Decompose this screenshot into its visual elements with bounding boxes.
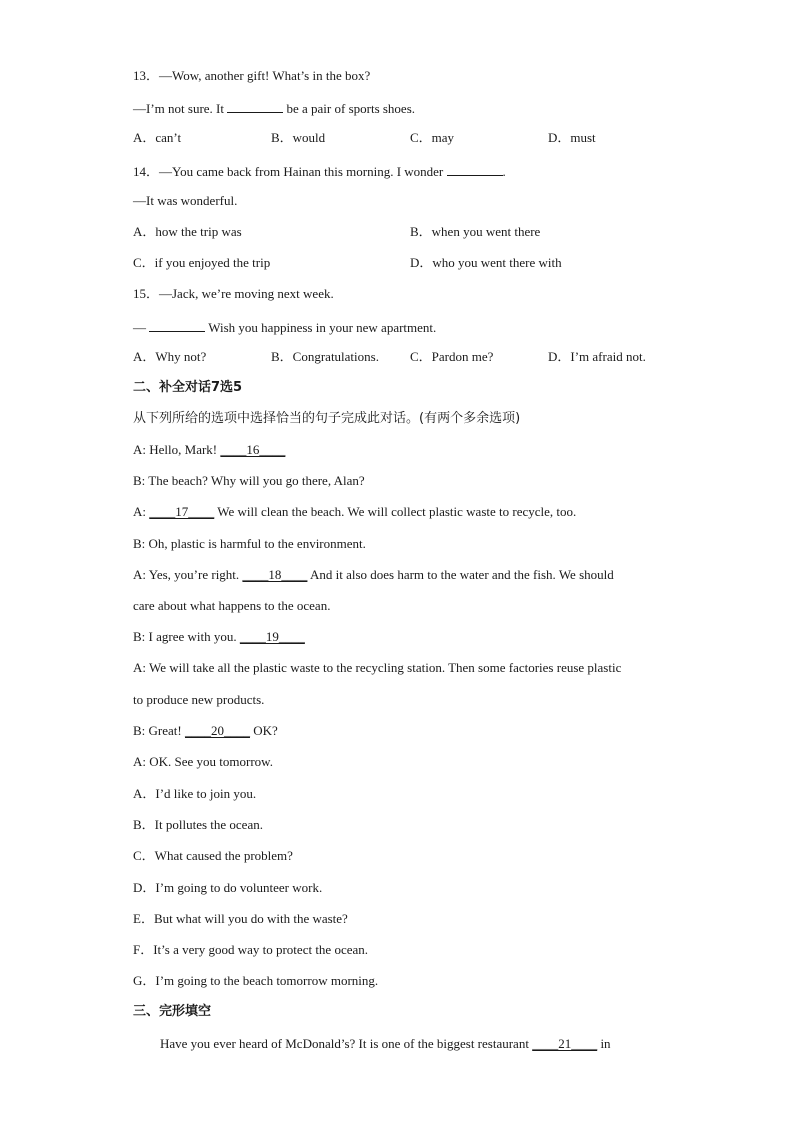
question-13-text: 13．—Wow, another gift! What’s in the box?: [133, 68, 371, 83]
section-2-instruction: 从下列所给的选项中选择恰当的句子完成此对话。(有两个多余选项): [133, 411, 521, 426]
q14-option-b: B．when you went there: [410, 224, 541, 239]
dialogue-text: B: Oh, plastic is harmful to the environment.: [133, 536, 366, 551]
q15-line2-after: Wish you happiness in your new apartment.: [205, 320, 437, 335]
dialogue-line: [133, 660, 621, 676]
dialogue-text-after: And it also does harm to the water and the fish. We should: [307, 567, 614, 582]
dialogue-line: [133, 629, 305, 645]
q13-option-a: A．can’t: [133, 130, 182, 145]
cloze-text-before: Have you ever heard of McDonald’s? It is one of the biggest restaurant: [160, 1036, 533, 1051]
dialogue-blank: ____16____: [220, 442, 286, 457]
cloze-blank-21: ____21____: [532, 1036, 598, 1051]
question-15-line2: [133, 318, 436, 336]
dialogue-blank: ____18____: [242, 567, 308, 582]
section-2-option: F．It’s a very good way to protect the ocean.: [133, 942, 369, 957]
dialogue-blank: ____19____: [239, 629, 305, 644]
dialogue-text: to produce new products.: [133, 692, 265, 707]
question-15-stem: 15．—Jack, we’re moving next week.: [133, 286, 334, 301]
cloze-text-after: in: [597, 1036, 611, 1051]
dialogue-text: A: OK. See you tomorrow.: [133, 754, 273, 769]
dialogue-text: A: Yes, you’re right.: [133, 567, 243, 582]
dialogue-line: [133, 754, 273, 770]
dialogue-line: [133, 567, 614, 583]
question-14-stem: [133, 162, 506, 180]
q13-line2-after: be a pair of sports shoes.: [283, 101, 416, 116]
question-13-stem: [133, 68, 370, 84]
dialogue-line: [133, 598, 330, 614]
q14-option-d: D．who you went there with: [410, 255, 562, 270]
dialogue-text: B: The beach? Why will you go there, Alan?: [133, 473, 365, 488]
question-14-line2: —It was wonderful.: [133, 193, 238, 208]
dialogue-text: A: We will take all the plastic waste to the recycling station. Then some factories reuse plastic: [133, 660, 622, 675]
section-2-option: E．But what will you do with the waste?: [133, 911, 348, 926]
q13-option-d: D．must: [548, 130, 596, 145]
dialogue-line: [133, 473, 365, 489]
dialogue-text: A: Hello, Mark!: [133, 442, 221, 457]
question-13-line2: [133, 99, 415, 117]
dialogue-line: [133, 442, 285, 458]
q14-stem-after: .: [502, 164, 506, 179]
dialogue-blank: ____20____: [184, 723, 250, 738]
section-3-title: 三、完形填空: [133, 1004, 212, 1019]
q15-option-d: D．I’m afraid not.: [548, 349, 646, 364]
dialogue-line: [133, 536, 366, 552]
q14-option-c: C．if you enjoyed the trip: [133, 255, 271, 270]
section-2-option: B．It pollutes the ocean.: [133, 817, 263, 832]
q13-option-b: B．would: [271, 130, 326, 145]
dialogue-line: [133, 692, 264, 708]
section-2-option: G．I’m going to the beach tomorrow morning.: [133, 973, 379, 988]
q15-option-b: B．Congratulations.: [271, 349, 379, 364]
dialogue-line: [133, 504, 576, 520]
q13-line2-before: —I’m not sure. It: [133, 101, 228, 116]
dialogue-text-after: OK?: [249, 723, 278, 738]
dialogue-text: B: Great!: [133, 723, 185, 738]
answer-blank: [227, 99, 283, 113]
answer-blank: [447, 162, 503, 176]
q14-stem-before: 14．—You came back from Hainan this morning. I wonder: [133, 164, 447, 179]
section-2-option: A．I’d like to join you.: [133, 786, 257, 801]
section-2-option: C．What caused the problem?: [133, 848, 293, 863]
q15-option-c: C．Pardon me?: [410, 349, 494, 364]
dialogue-text-after: We will clean the beach. We will collect plastic waste to recycle, too.: [214, 504, 577, 519]
dialogue-text: care about what happens to the ocean.: [133, 598, 331, 613]
q14-option-a: A．how the trip was: [133, 224, 242, 239]
cloze-paragraph: [160, 1036, 611, 1052]
q13-option-c: C．may: [410, 130, 455, 145]
q15-line2-before: —: [133, 320, 150, 335]
q15-option-a: A．Why not?: [133, 349, 207, 364]
answer-blank: [149, 318, 205, 332]
dialogue-text: B: I agree with you.: [133, 629, 240, 644]
dialogue-text: A:: [133, 504, 150, 519]
dialogue-blank: ____17____: [149, 504, 215, 519]
section-2-title: 二、补全对话7选5: [133, 380, 243, 395]
section-2-option: D．I’m going to do volunteer work.: [133, 880, 323, 895]
dialogue-line: [133, 723, 278, 739]
